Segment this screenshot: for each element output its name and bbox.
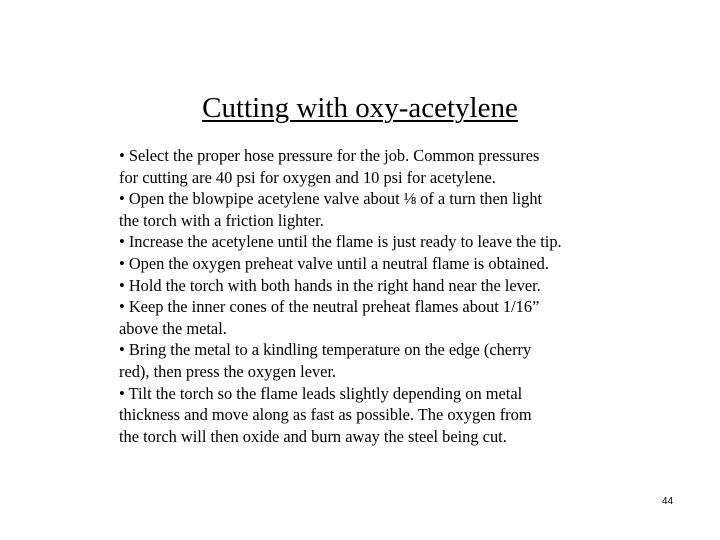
body-line: • Open the blowpipe acetylene valve about ⅛ of a turn then light xyxy=(119,189,543,209)
body-line: red), then press the oxygen lever. xyxy=(119,361,337,381)
body-line: • Hold the torch with both hands in the right hand near the lever. xyxy=(119,275,541,295)
body-line: • Keep the inner cones of the neutral preheat flames about 1/16” xyxy=(119,297,540,317)
body-line: the torch with a friction lighter. xyxy=(119,210,324,230)
body-line: • Bring the metal to a kindling temperature on the edge (cherry xyxy=(119,340,532,360)
body-line: • Select the proper hose pressure for the job. Common pressures xyxy=(119,146,540,165)
slide-body xyxy=(119,145,619,447)
page-number: 44 xyxy=(662,496,674,507)
body-line: • Open the oxygen preheat valve until a neutral flame is obtained. xyxy=(119,253,549,273)
body-line: thickness and move along as fast as possible. The oxygen from xyxy=(119,405,532,425)
body-line: • Increase the acetylene until the flame is just ready to leave the tip. xyxy=(119,232,562,252)
body-line: • Tilt the torch so the flame leads slightly depending on metal xyxy=(119,383,523,403)
slide-title: Cutting with oxy-acetylene xyxy=(202,92,518,124)
body-line: for cutting are 40 psi for oxygen and 10 psi for acetylene. xyxy=(119,167,496,187)
body-line: above the metal. xyxy=(119,318,227,338)
body-line: the torch will then oxide and burn away the steel being cut. xyxy=(119,426,507,446)
